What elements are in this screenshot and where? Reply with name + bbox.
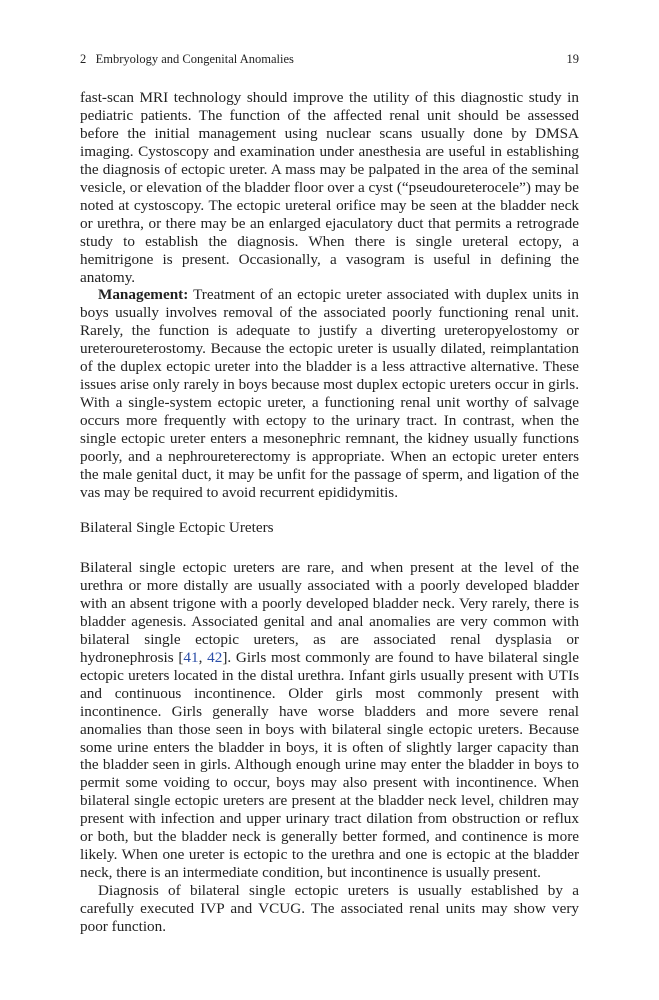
page-number: 19 [566, 52, 579, 66]
paragraph-diagnosis: fast-scan MRI technology should improve the utility of this diagnostic study in pediatric patients. The function of the affected renal unit should be assessed before the initial management using nuclear scans usually done by DMSA imaging. Cystoscopy and examination under anesthesia are useful in establishing the diagnosis of ectopic ureter. A mass may be palpated in the area of the seminal vesicle, or elevation of the bladder floor over a cyst (“pseudoureterocele”) may be noted at cystoscopy. The ectopic ureteral orifice may be seen at the bladder neck or urethra, or there may be an enlarged ejaculatory duct that permits a retrograde study to establish the diagnosis. When there is single ureteral ectopy, a hemitrigone is present. Occasionally, a vasogram is useful in defining the anatomy. [80, 89, 579, 286]
overview-text-after: ]. Girls most commonly are found to have bilateral single ectopic ureters located in the distal urethra. Infant girls usually present with UTIs and continuous incontinence. Older girls most commonly present with incontinence. Girls generally have worse bladders and more severe renal anomalies than those seen in boys with bilateral single ectopic ureters. Because some urine enters the bladder in boys, it is often of slightly larger capacity than the bladder seen in girls. Although enough urine may enter the bladder in boys to permit some voiding to occur, boys may also present with incontinence. When bilateral single ectopic ureters are present at the bladder neck level, children may present with infection and upper urinary tract dilation from obstruction or reflux or both, but the bladder neck is generally better formed, and continence is more likely. When one ureter is ectopic to the urethra and one is ectopic at the bladder neck, there is an intermediate condition, but incontinence is usually present. [80, 648, 579, 882]
paragraph-management [80, 286, 579, 501]
management-text: Treatment of an ectopic ureter associated with duplex units in boys usually involves removal of the associated poorly functioning renal unit. Rarely, the function is adequate to justify a diverting ureteropyelostomy or ureteroureterostomy. Because the ectopic ureter is usually dilated, reimplantation of the duplex ectopic ureter into the bladder is a less attractive alternative. These issues arise only rarely in boys because most duplex ectopic ureters occur in girls. With a single-system ectopic ureter, a functioning renal unit worthy of salvage occurs more frequently with ectopy to the urinary tract. In contrast, when the single ectopic ureter enters a mesonephric remnant, the kidney usually functions poorly, and a nephroureterectomy is appropriate. When an ectopic ureter enters the male genital duct, it may be unfit for the passage of sperm, and ligation of the vas may be required to avoid recurrent epididymitis. [80, 286, 579, 501]
section-heading: Bilateral Single Ectopic Ureters [80, 519, 274, 536]
running-head [80, 52, 579, 67]
chapter-title: 2 Embryology and Congenital Anomalies [80, 52, 294, 66]
text-block-ectopic-ureter [80, 89, 579, 502]
citation-separator: , [198, 648, 208, 666]
citation-link-42[interactable]: 42 [207, 648, 223, 666]
paragraph-bilateral-diagnosis: Diagnosis of bilateral single ectopic ureters is usually established by a carefully executed IVP and VCUG. The associated renal units may show very poor function. [80, 882, 579, 936]
paragraph-bilateral-overview [80, 559, 579, 882]
overview-text-before: Bilateral single ectopic ureters are rare, and when present at the level of the urethra or more distally are usually associated with a poorly developed bladder with an absent trigone with a poorly developed bladder neck. Very rarely, there is bladder agenesis. Associated genital and anal anomalies are very common with bilateral single ectopic ureters, as are associated renal dysplasia or hydronephrosis [ [80, 559, 579, 666]
management-label: Management: [98, 286, 189, 304]
citation-link-41[interactable]: 41 [183, 648, 199, 666]
text-block-bilateral [80, 559, 579, 936]
